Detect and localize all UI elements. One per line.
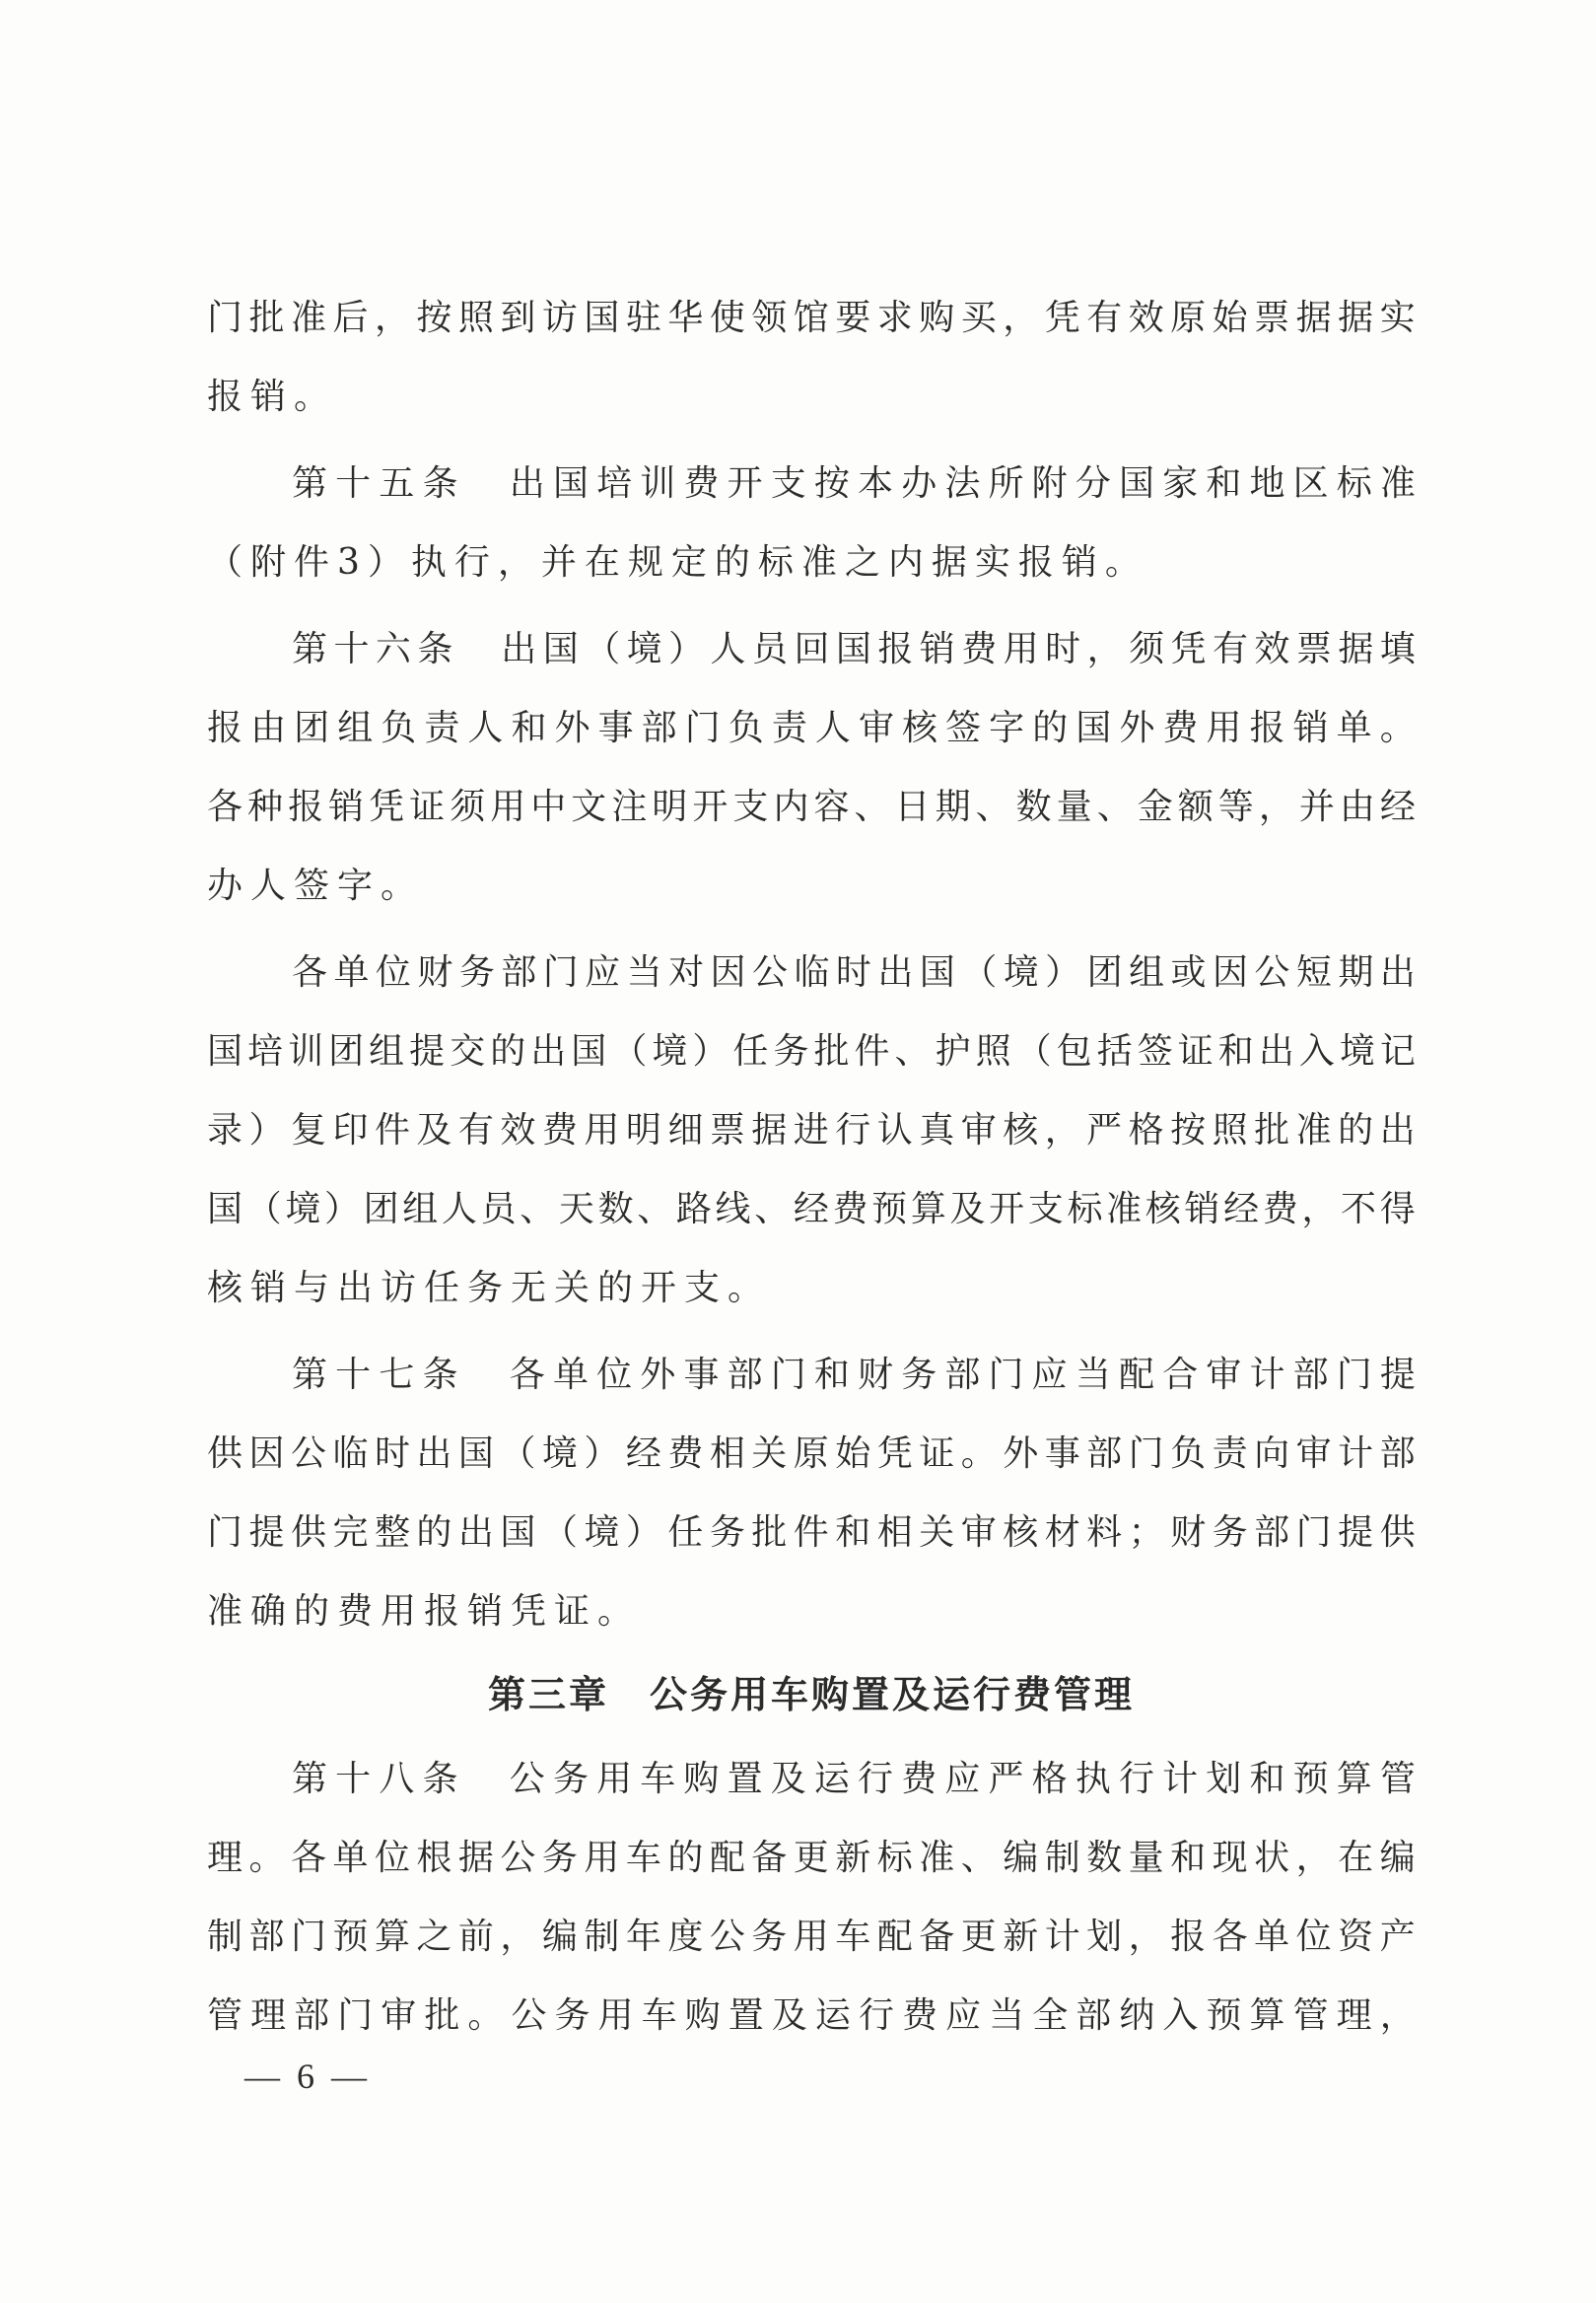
paragraph-gap: [207, 926, 1416, 934]
text-line: 报 由 团 组 负 责 人 和 外 事 部 门 负 责 人 审 核 签 字 的 国 外 费 用 报 销 单 。: [207, 708, 1416, 748]
text-line: 核销与出访任务无关的开支。: [207, 1268, 772, 1308]
text-line: 制 部 门 预 算 之 前 ， 编 制 年 度 公 务 用 车 配 备 更 新 计 划 ， 报 各 单 位 资 产: [207, 1917, 1416, 1957]
text-line: 管 理 部 门 审 批 。 公 务 用 车 购 置 及 运 行 费 应 当 全 部 纳 入 预 算 管 理 ，: [207, 1995, 1416, 2036]
text-line: （附件3）执行，并在规定的标准之内据实报销。: [207, 542, 1148, 583]
document-body: [207, 279, 1416, 2056]
paragraph-gap: [207, 1328, 1416, 1336]
paragraphs-before-chapter: [207, 279, 1416, 1651]
text-line: 报销。: [207, 377, 338, 417]
paragraph-gap: [207, 437, 1416, 445]
paragraph-gap: [207, 602, 1416, 610]
text-line: 国 培 训 团 组 提 交 的 出 国 （ 境 ） 任 务 批 件 、 护 照 （ 包 括 签 证 和 出 入 境 记: [207, 1031, 1416, 1072]
text-line: 第 十 五 条 出 国 培 训 费 开 支 按 本 办 法 所 附 分 国 家 和 地 区 标 准: [292, 463, 1416, 504]
text-line: 门 提 供 完 整 的 出 国 （ 境 ） 任 务 批 件 和 相 关 审 核 材 料 ； 财 务 部 门 提 供: [207, 1512, 1416, 1553]
page-number: — 6 —: [244, 2057, 371, 2096]
text-line: 国 （ 境 ） 团 组 人 员 、 天 数 、 路 线 、 经 费 预 算 及 开 支 标 准 核 销 经 费 ， 不 得: [207, 1189, 1416, 1229]
text-line: 办人签字。: [207, 866, 425, 906]
text-line: 第 十 八 条 公 务 用 车 购 置 及 运 行 费 应 严 格 执 行 计 划 和 预 算 管: [292, 1759, 1416, 1799]
text-line: 准确的费用报销凭证。: [207, 1591, 642, 1632]
text-line: 供 因 公 临 时 出 国 （ 境 ） 经 费 相 关 原 始 凭 证 。 外 事 部 门 负 责 向 审 计 部: [207, 1433, 1416, 1474]
text-line: 门 批 准 后 ， 按 照 到 访 国 驻 华 使 领 馆 要 求 购 买 ， 凭 有 效 原 始 票 据 据 实: [207, 298, 1416, 338]
text-line: 各 种 报 销 凭 证 须 用 中 文 注 明 开 支 内 容 、 日 期 、 数 量 、 金 额 等 ， 并 由 经: [207, 787, 1416, 827]
text-line: 理 。 各 单 位 根 据 公 务 用 车 的 配 备 更 新 标 准 、 编 制 数 量 和 现 状 ， 在 编: [207, 1838, 1416, 1878]
chapter-heading: 第三章 公务用车购置及运行费管理: [487, 1673, 1135, 1716]
paragraphs-after-chapter: [207, 1740, 1416, 2056]
text-line: 录 ） 复 印 件 及 有 效 费 用 明 细 票 据 进 行 认 真 审 核 ， 严 格 按 照 批 准 的 出: [207, 1110, 1416, 1151]
text-line: 第 十 七 条 各 单 位 外 事 部 门 和 财 务 部 门 应 当 配 合 审 计 部 门 提: [292, 1355, 1416, 1395]
text-line: 各 单 位 财 务 部 门 应 当 对 因 公 临 时 出 国 （ 境 ） 团 组 或 因 公 短 期 出: [292, 952, 1416, 993]
text-line: 第 十 六 条 出 国 （ 境 ） 人 员 回 国 报 销 费 用 时 ， 须 凭 有 效 票 据 填: [292, 629, 1416, 669]
